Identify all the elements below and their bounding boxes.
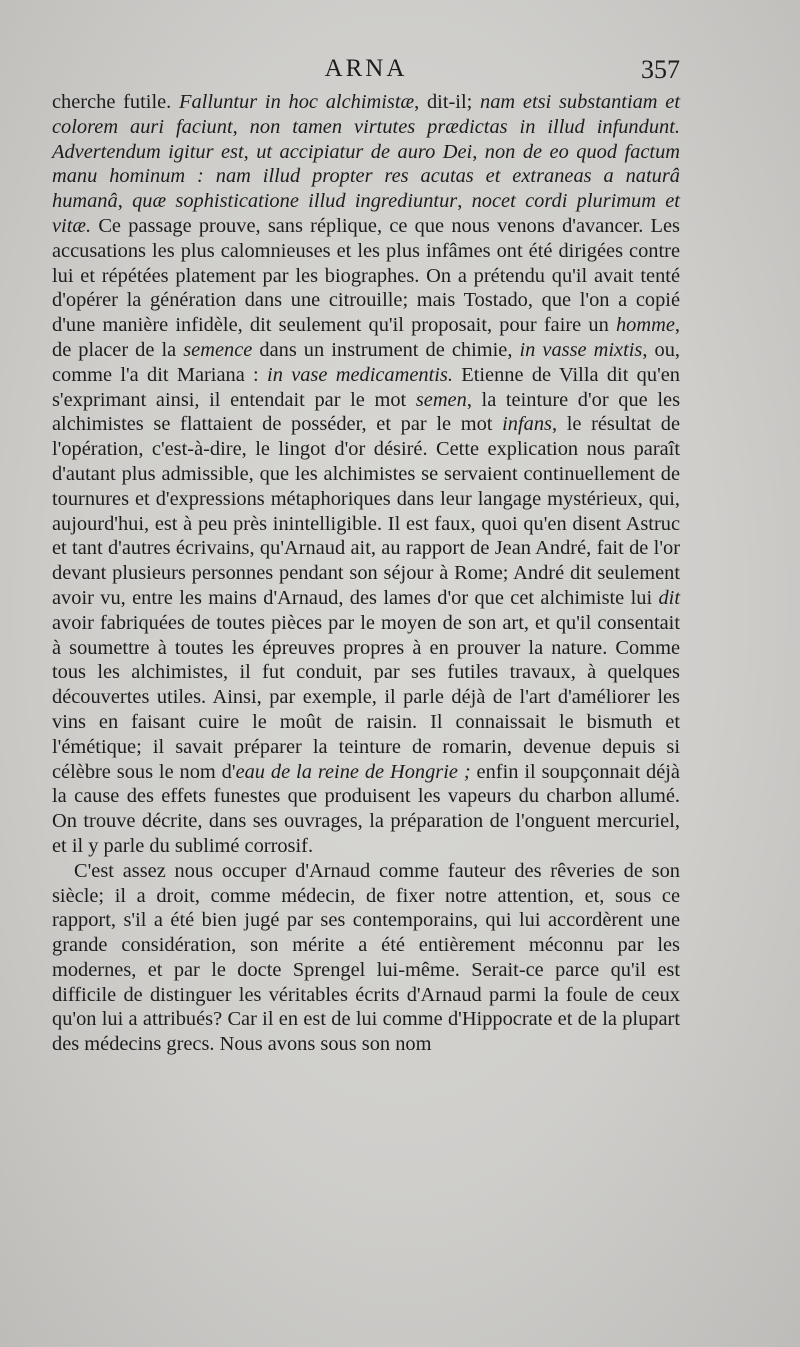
latin-quote: ut accipiatur de auro Dei [256,140,473,163]
latin-quote: quæ sophisticatione illud ingrediuntur [132,190,458,213]
latin-quote: non de eo quod factum manu hominum : nam illud propter res acutas et extraneas a naturâ humanâ [52,140,681,213]
text-run: , [243,140,257,163]
emphasis: semen [415,388,467,411]
text-run: , ou, comme l'a dit Mariana : [52,338,680,386]
emphasis: infans [502,413,552,436]
text-run: , la teinture d'or que les alchimistes se flattaient de posséder, et par le mot [52,388,681,436]
latin-quote: nocet cordi plurimum et vitæ. [52,190,680,237]
latin-quote: in vasse mixtis [519,338,643,361]
latin-quote: non tamen virtutes prædictas in illud infundunt. Advertendum igitur est [52,115,680,163]
emphasis: eau de la reine de Hongrie ; [235,760,471,783]
paragraph-arnaud-physician: C'est assez nous occuper d'Arnaud comme fauteur des rêveries de son siècle; il a droit, comme médecin, de fixer notre attention, et, sous ce rapport, s'il a été bien jugé par ses contemporains, qui lui accordèrent une grande considération, son mérite a été entièrement méconnu par les modernes, et par le docte Sprengel lui-même. Serait-ce parce qu'il est difficile de distinguer les véritables écrits d'Arnaud parmi la foule de ceux qu'on lui a attribués? Car il en est de lui comme d'Hippocrate et de la plupart des médecins grecs. Nous avons sous son nom [52,859,680,1056]
text-run: , [472,140,485,163]
text-run: , [232,115,250,138]
latin-quote: Falluntur in hoc alchimistæ [179,91,415,113]
text-run: , de placer de la [52,314,680,361]
body-text [52,90,680,1057]
text-run: Etienne de Villa dit qu'en s'exprimant ainsi, il entendait par le mot [52,363,680,411]
text-run: cherche futile. [52,91,180,113]
text-run: avoir fabriquées de toutes pièces par le moyen de son art, et qu'il consentait à soumettre à toutes les épreuves propres à en prouver la nature. Comme tous les alchimistes, il fut conduit, par ses futiles travaux, à quelques découvertes utiles. Ainsi, par exemple, il parle déjà de l'art d'améliorer les vins en faisant cuire le moût de raisin. Il connaissait le bismuth et l'émétique; il savait préparer la teinture de romarin, devenue depuis si célèbre sous le nom d' [52,611,680,783]
text-run: enfin il soupçonnait déjà la cause des effets funestes que produisent les vapeurs du charbon allumé. On trouve décrite, dans ses ouvrages, la préparation de l'onguent mercuriel, et il y parle du sublimé corrosif. [52,760,680,857]
text-run: , [117,190,133,213]
running-title: ARNA [324,55,408,82]
latin-quote: in vase medicamentis. [267,363,453,386]
text-run: dans un instrument de chimie, [252,338,520,361]
text-run: Ce passage prouve, sans réplique, ce que nous venons d'avancer. Les accusations les plus calomnieuses et les plus infâmes ont été dirigées contre lui et répétées platement par les biographes. On a prétendu qu'il avait tenté d'opérer la génération dans une citrouille; mais Tostado, que l'on a copié d'une manière infidèle, dit seulement qu'il proposait, pour faire un [52,214,680,337]
text-run: , [457,190,472,213]
emphasis: homme [615,314,675,337]
page-number: 357 [641,55,680,84]
latin-quote: nam etsi substantiam et colorem auri faciunt [52,91,680,138]
page-header [52,55,680,89]
paragraph-arnaud-alchemy [52,90,680,859]
emphasis: dit [658,586,680,609]
text-run: , dit-il; [414,91,481,113]
text-run: , le résultat de l'opération, c'est-à-dire, le lingot d'or désiré. Cette explication nous paraît d'autant plus admissible, que les alchimistes se servaient continuellement de tournures et d'expressions métaphoriques dans leur langage mystérieux, qui, aujourd'hui, est à peu près inintelligible. Il est faux, quoi qu'en disent Astruc et tant d'autres écrivains, qu'Arnaud ait, au rapport de Jean André, fait de l'or devant plusieurs personnes pendant son séjour à Rome; André dit seulement avoir vu, entre les mains d'Arnaud, des lames d'or que cet alchimiste lui [52,413,680,609]
emphasis: semence [183,338,253,361]
